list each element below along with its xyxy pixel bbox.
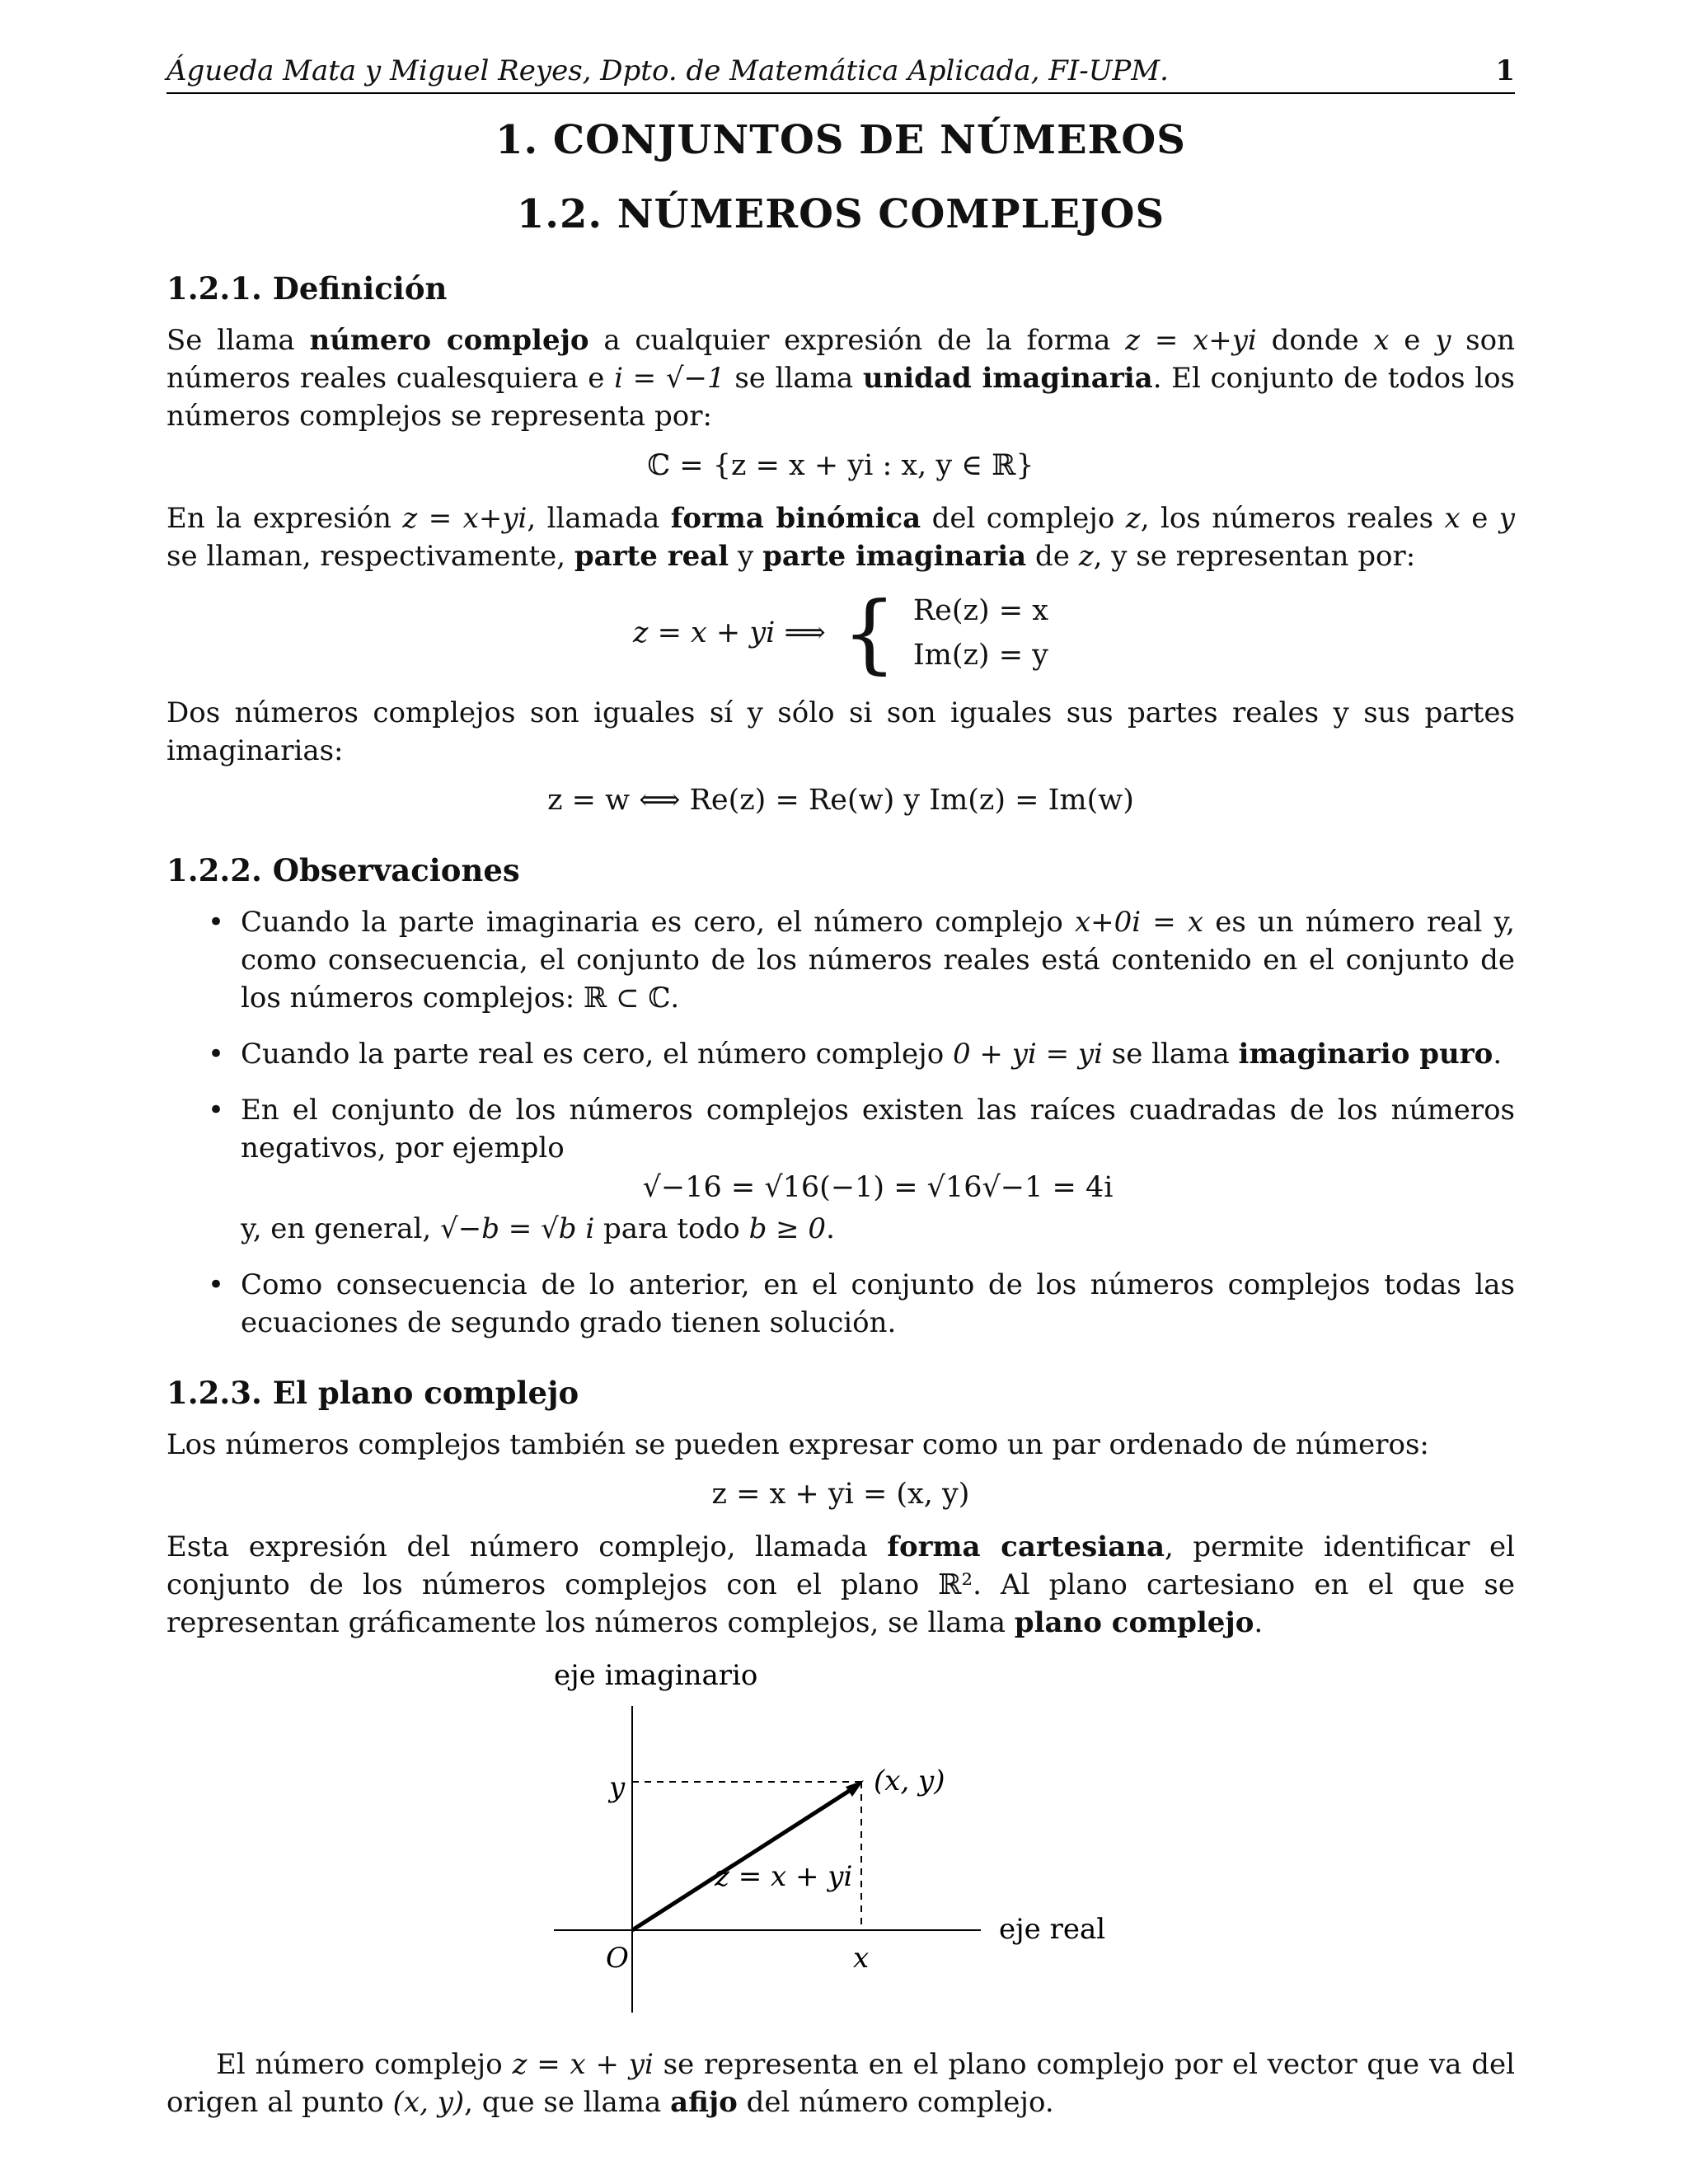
affix-paragraph: El número complejo z = x + yi se representa en el plano complejo por el vector que va del origen al punto (x, y), que se llama afijo del número complejo. [166,2048,1515,2119]
ordered-pair-equation: z = x + yi = (x, y) [711,1478,970,1511]
complex-plane-figure [166,1650,1515,2013]
cases-top: Re(z) = x [912,594,1048,627]
cartesian-form-paragraph: Esta expresión del número complejo, llamada forma cartesiana, permite identificar el conjunto de los números complejos con el plano ℝ². Al plano cartesiano en el que se representan gráficamente los números complejos, se llama plano complejo. [166,1530,1515,1639]
origin-label: O [606,1942,629,1975]
list-item: • En el conjunto de los números complejos existen las raíces cuadradas de los números negativos, por ejemplo √−16 = √16(−1) = √16√−1 = 4i y, en general, √−b = √b i para todo b ≥ 0. [166,1091,1515,1248]
real-axis-label: eje real [999,1913,1106,1946]
section-title: 1.2. NÚMEROS COMPLEJOS [516,191,1165,237]
x-tick-label: x [853,1942,870,1975]
set-definition-equation: ℂ = {z = x + yi : x, y ∈ ℝ} [647,449,1034,482]
page-number: 1 [1495,54,1515,87]
definition-paragraph: Se llama número complejo a cualquier expresión de la forma z = x+yi donde x e y son números reales cualesquiera e i = √−1 se llama unidad imaginaria. El conjunto de todos los números complejos se representa por: [166,324,1515,433]
page [166,54,1515,2121]
observations-list [166,903,1515,1342]
ordered-pair-paragraph: Los números complejos también se pueden expresar como un par ordenado de números: [166,1428,1429,1461]
cases-left: z = x + yi ⟹ [633,616,826,649]
binomial-form-paragraph: En la expresión z = x+yi, llamada forma binómica del complejo z, los números reales x e y se llaman, respectivamente, parte real y parte imaginaria de z, y se representan por: [166,502,1515,573]
y-tick-label: y [609,1771,626,1804]
point-label: (x, y) [874,1765,945,1797]
imag-axis-label: eje imaginario [554,1659,758,1692]
heading-definicion: 1.2.1. Definición [166,270,448,307]
real-imag-parts-equation [166,583,1515,683]
list-item: • Cuando la parte real es cero, el número complejo 0 + yi = yi se llama imaginario puro. [166,1035,1515,1073]
list-item: • Como consecuencia de lo anterior, en el conjunto de los números complejos todas las ecuaciones de segundo grado tienen solución. [166,1266,1515,1342]
cases-bottom: Im(z) = y [912,639,1048,672]
equality-paragraph: Dos números complejos son iguales sí y sólo si son iguales sus partes reales y sus partes imaginarias: [166,696,1515,767]
vector-line [632,1787,856,1930]
vector-label: z = x + yi [715,1860,853,1893]
chapter-title: 1. CONJUNTOS DE NÚMEROS [495,117,1186,163]
complex-plane-diagram [166,1650,1515,2013]
list-item: • Cuando la parte imaginaria es cero, el número complejo x+0i = x es un número real y, como consecuencia, el conjunto de los números reales está contenido en el conjunto de los números complejos: ℝ ⊂ ℂ. [166,903,1515,1017]
running-header [166,54,1515,94]
heading-observaciones: 1.2.2. Observaciones [166,852,520,888]
sqrt-example-equation: √−16 = √16(−1) = √16√−1 = 4i [642,1171,1114,1204]
equality-equation: z = w ⟺ Re(z) = Re(w) y Im(z) = Im(w) [547,784,1134,817]
left-brace-icon: { [842,583,897,683]
running-title: Águeda Mata y Miguel Reyes, Dpto. de Matemática Aplicada, FI-UPM. [166,54,1169,87]
heading-plano-complejo: 1.2.3. El plano complejo [166,1375,579,1411]
